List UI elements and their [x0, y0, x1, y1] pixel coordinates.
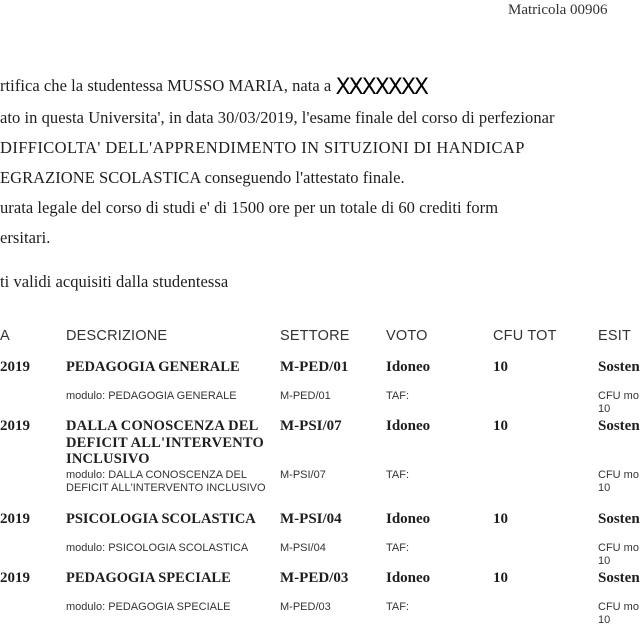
duration-line: urata legale del corso di studi e' di 1500 ore per un totale di 60 crediti form	[0, 198, 499, 217]
exam-date: 2019	[0, 570, 30, 586]
modulo-taf: TAF:	[386, 469, 410, 481]
modulo-settore: M-PED/01	[280, 390, 331, 402]
exam-cfu: 10	[493, 570, 508, 586]
exam-esito: Sosten	[598, 511, 640, 527]
exam-description: DALLA CONOSCENZA DEL DEFICIT ALL'INTERVENTO INCLUSIVO	[66, 418, 264, 467]
exam-settore: M-PED/01	[280, 359, 349, 375]
exam-settore: M-PED/03	[280, 570, 349, 586]
column-header-date: A	[0, 328, 10, 344]
certification-text-end: conseguendo l'attestato finale.	[200, 168, 405, 187]
section-title: ti validi acquisiti dalla studentessa	[0, 272, 229, 291]
course-title-line: DIFFICOLTA' DELL'APPRENDIMENTO IN SITUZIONI DI HANDICAP	[0, 138, 525, 157]
exam-description: PEDAGOGIA SPECIALE	[66, 570, 231, 586]
column-header-descrizione: DESCRIZIONE	[66, 328, 168, 344]
exam-settore: M-PSI/04	[280, 511, 342, 527]
exam-esito: Sosten	[598, 570, 640, 586]
exam-cfu: 10	[493, 418, 508, 434]
modulo-cfu-label: CFU mo	[598, 601, 639, 613]
exam-description: PEDAGOGIA GENERALE	[66, 359, 240, 375]
redaction-mark: XXXXXXX	[335, 75, 427, 100]
modulo-description: modulo: DALLA CONOSCENZA DEL DEFICIT ALL'INTERVENTO INCLUSIVO	[66, 469, 266, 494]
modulo-cfu-value: 10	[598, 614, 611, 626]
exam-date: 2019	[0, 359, 30, 375]
exam-cfu: 10	[493, 511, 508, 527]
modulo-description: modulo: PEDAGOGIA SPECIALE	[66, 601, 231, 613]
exam-esito: Sosten	[598, 359, 640, 375]
modulo-taf: TAF:	[386, 601, 410, 613]
modulo-taf: TAF:	[386, 542, 410, 554]
exam-date: 2019	[0, 418, 30, 434]
duration-line-end: ersitari.	[0, 228, 51, 247]
modulo-cfu-value: 10	[598, 482, 611, 494]
exam-date: 2019	[0, 511, 30, 527]
modulo-cfu-value: 10	[598, 555, 611, 567]
exam-cfu: 10	[493, 359, 508, 375]
column-header-voto: VOTO	[386, 328, 428, 344]
modulo-cfu-label: CFU mo	[598, 469, 639, 481]
modulo-description: modulo: PSICOLOGIA SCOLASTICA	[66, 542, 249, 554]
modulo-settore: M-PSI/07	[280, 469, 326, 481]
column-header-esito: ESIT	[598, 328, 632, 344]
exam-esito: Sosten	[598, 418, 640, 434]
column-header-settore: SETTORE	[280, 328, 350, 344]
modulo-cfu-value: 10	[598, 403, 611, 415]
modulo-cfu-label: CFU mo	[598, 390, 639, 402]
course-title-end: EGRAZIONE SCOLASTICA	[0, 168, 201, 187]
exam-voto: Idoneo	[386, 359, 431, 375]
exam-settore: M-PSI/07	[280, 418, 342, 434]
exam-voto: Idoneo	[386, 570, 431, 586]
certification-line-2: ato in questa Universita', in data 30/03/2019, l'esame finale del corso di perfezionar	[0, 108, 555, 127]
exam-voto: Idoneo	[386, 511, 431, 527]
modulo-description: modulo: PEDAGOGIA GENERALE	[66, 390, 237, 402]
modulo-taf: TAF:	[386, 390, 410, 402]
certification-line-4	[0, 168, 405, 188]
certification-line-1	[0, 75, 427, 100]
modulo-cfu-label: CFU mo	[598, 542, 639, 554]
column-header-cfu-tot: CFU TOT	[493, 328, 557, 344]
exam-voto: Idoneo	[386, 418, 431, 434]
modulo-settore: M-PED/03	[280, 601, 331, 613]
certification-text: rtifica che la studentessa MUSSO MARIA, nata a	[0, 76, 336, 95]
matricola-label: Matricola 00906	[508, 2, 608, 18]
exam-description: PSICOLOGIA SCOLASTICA	[66, 511, 256, 527]
modulo-settore: M-PSI/04	[280, 542, 326, 554]
